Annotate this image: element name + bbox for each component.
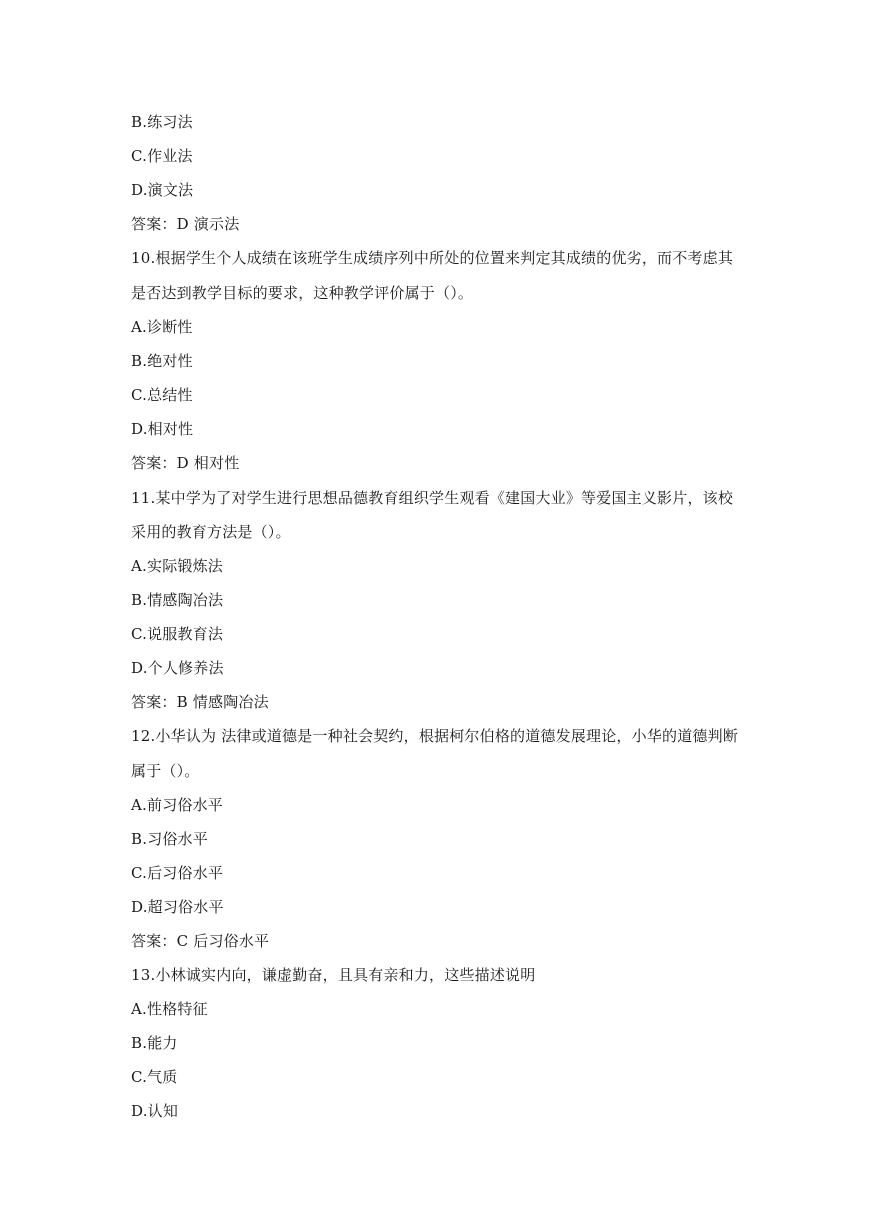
option-a-q12: A.前习俗水平 [131, 796, 224, 814]
option-a-q10: A.诊断性 [131, 318, 193, 336]
option-d-q12: D.超习俗水平 [131, 898, 224, 916]
option-c-q11: C.说服教育法 [131, 625, 224, 643]
question-10-line-2: 是否达到教学目标的要求，这种教学评价属于（）。 [131, 284, 474, 302]
option-d-q11: D.个人修养法 [131, 659, 224, 677]
option-a-q13: A.性格特征 [131, 1000, 208, 1018]
option-b-q13: B.能力 [131, 1034, 178, 1052]
question-13-line-1: 13.小林诚实内向，谦虚勤奋，且具有亲和力，这些描述说明 [131, 966, 536, 984]
answer-q10: 答案：D 相对性 [131, 454, 240, 472]
question-10-line-1: 10.根据学生个人成绩在该班学生成绩序列中所处的位置来判定其成绩的优劣，而不考虑其 [131, 249, 734, 267]
option-c-q10: C.总结性 [131, 386, 193, 404]
option-b-q11: B.情感陶冶法 [131, 591, 224, 609]
answer-q11: 答案：B 情感陶冶法 [131, 693, 269, 711]
option-b-q9: B.练习法 [131, 113, 193, 131]
question-11-line-1: 11.某中学为了对学生进行思想品德教育组织学生观看《建国大业》等爱国主义影片，该校 [131, 489, 734, 507]
option-a-q11: A.实际锻炼法 [131, 557, 224, 575]
option-c-q13: C.气质 [131, 1068, 178, 1086]
question-11-line-2: 采用的教育方法是（）。 [131, 523, 291, 541]
option-d-q9: D.演文法 [131, 181, 194, 199]
option-d-q10: D.相对性 [131, 420, 194, 438]
option-c-q9: C.作业法 [131, 147, 193, 165]
option-c-q12: C.后习俗水平 [131, 864, 224, 882]
option-b-q10: B.绝对性 [131, 352, 193, 370]
answer-q12: 答案：C 后习俗水平 [131, 932, 270, 950]
option-d-q13: D.认知 [131, 1102, 179, 1120]
question-12-line-2: 属于（）。 [131, 762, 200, 780]
answer-q9: 答案：D 演示法 [131, 215, 240, 233]
option-b-q12: B.习俗水平 [131, 830, 208, 848]
question-12-line-1: 12.小华认为 法律或道德是一种社会契约，根据柯尔伯格的道德发展理论，小华的道德判断 [131, 727, 739, 745]
